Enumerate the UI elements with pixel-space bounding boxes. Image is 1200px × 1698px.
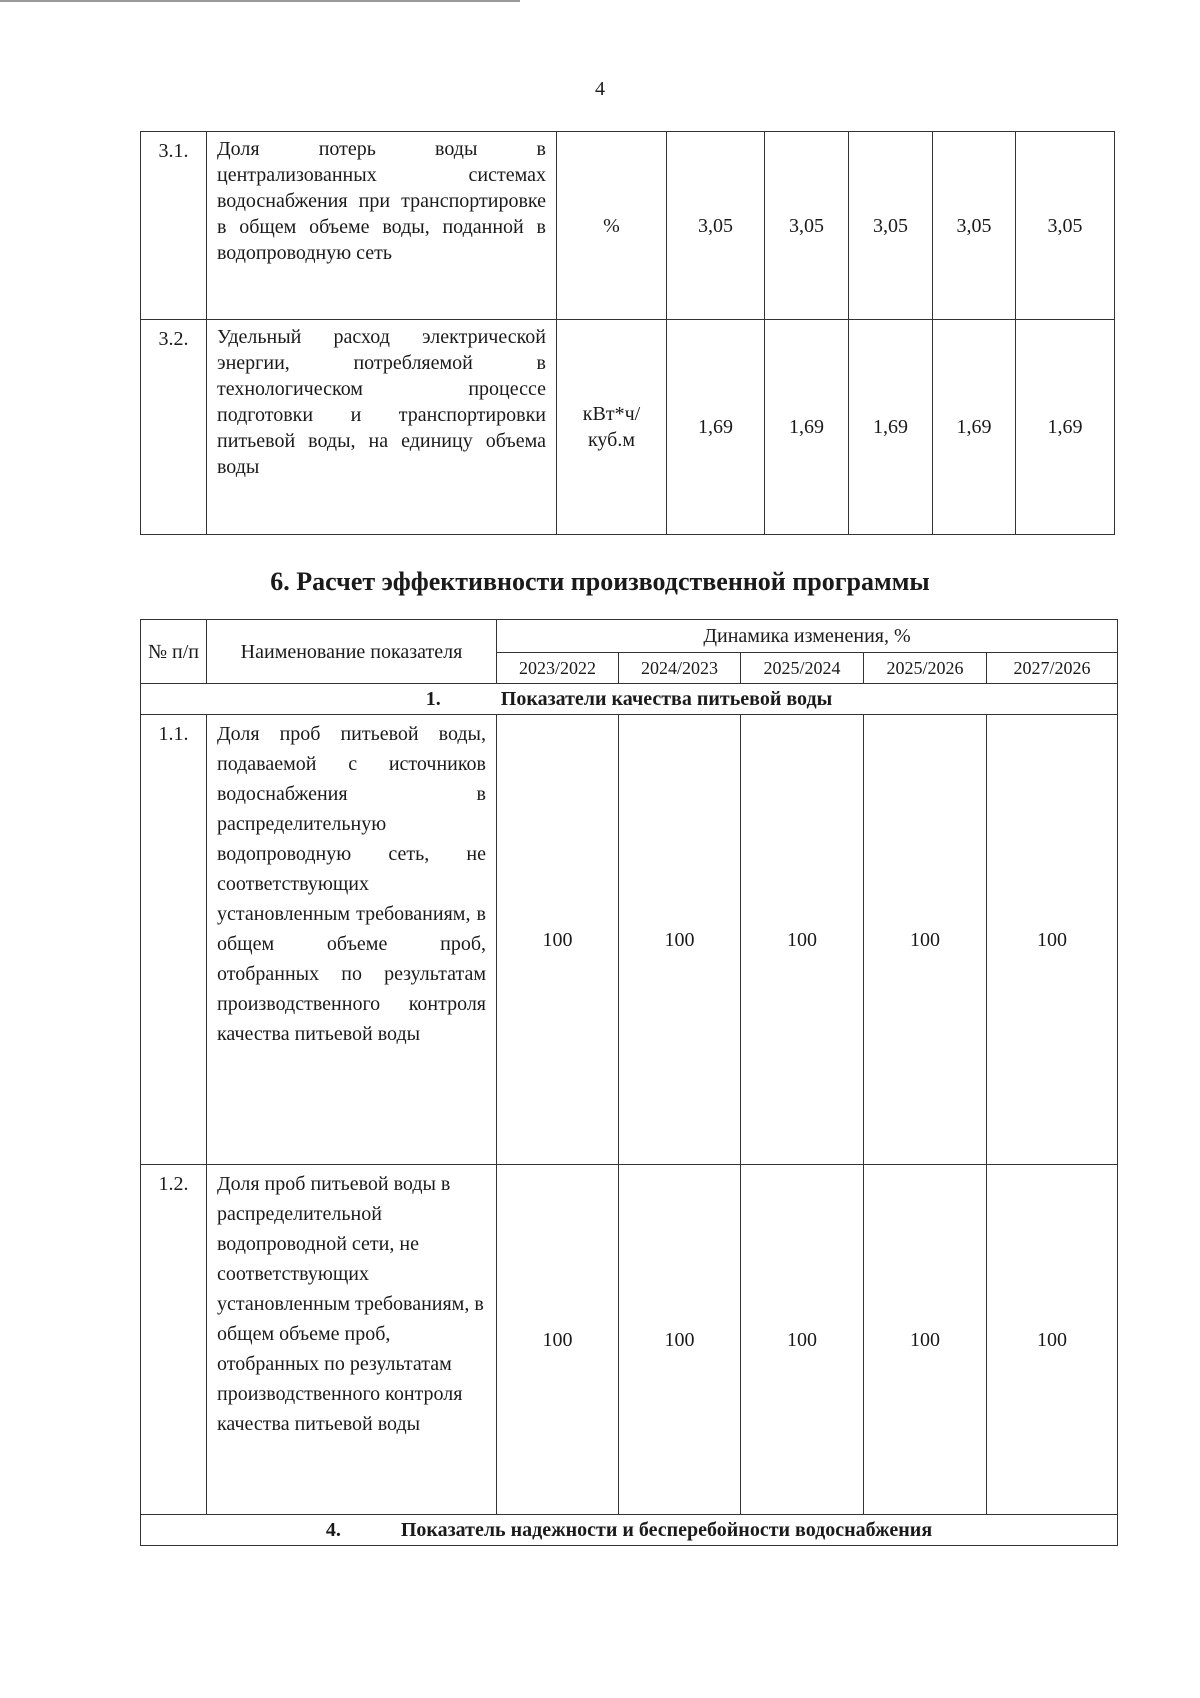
indicator-name: Доля проб питьевой воды, подаваемой с источников водоснабжения в распределительную водопроводную сеть, не соответствующих установленным требованиям, в общем объеме проб, отобранных по результатам производственного контроля качества питьевой воды: [207, 715, 497, 1165]
header-dynamics: Динамика изменения, %: [497, 620, 1118, 653]
header-name: Наименование показателя: [207, 620, 497, 684]
value-cell: 1,69: [667, 320, 765, 535]
section-row: [141, 1515, 1118, 1546]
table-row: [141, 715, 1118, 1165]
value-cell: 1,69: [933, 320, 1016, 535]
section-label: Показатель надежности и бесперебойности водоснабжения: [400, 1519, 933, 1541]
value-cell: 100: [864, 1165, 987, 1515]
section-label: Показатели качества питьевой воды: [500, 688, 833, 710]
value-cell: 100: [497, 715, 619, 1165]
value-cell: 3,05: [765, 132, 849, 320]
header-year: 2027/2026: [987, 653, 1118, 684]
unit-cell: кВт*ч/ куб.м: [557, 320, 667, 535]
value-cell: 3,05: [849, 132, 933, 320]
section-number: 1.: [425, 688, 441, 710]
value-cell: 3,05: [667, 132, 765, 320]
value-cell: 100: [741, 715, 864, 1165]
section-title: 6. Расчет эффективности производственной программы: [270, 567, 930, 596]
value-cell: 100: [864, 715, 987, 1165]
table-row: [141, 132, 1115, 320]
section-heading: [141, 1515, 1118, 1546]
efficiency-table: [140, 619, 1118, 1546]
unit-cell: %: [557, 132, 667, 320]
section-number: 4.: [325, 1519, 341, 1541]
value-cell: 100: [987, 1165, 1118, 1515]
header-row: [141, 620, 1118, 653]
header-year: 2025/2026: [864, 653, 987, 684]
value-cell: 1,69: [849, 320, 933, 535]
value-cell: 1,69: [765, 320, 849, 535]
section-row: [141, 684, 1118, 715]
value-cell: 100: [619, 715, 741, 1165]
page-number: 4: [595, 78, 605, 100]
value-cell: 100: [497, 1165, 619, 1515]
row-number: 3.1.: [141, 132, 207, 320]
value-cell: 1,69: [1016, 320, 1115, 535]
row-number: 1.1.: [141, 715, 207, 1165]
value-cell: 3,05: [933, 132, 1016, 320]
value-cell: 100: [619, 1165, 741, 1515]
header-year: 2023/2022: [497, 653, 619, 684]
table-row: [141, 1165, 1118, 1515]
section-heading: [141, 684, 1118, 715]
indicator-name: Удельный расход электрической энергии, потребляемой в технологическом процессе подготовки и транспортировки питьевой воды, на единицу объема воды: [207, 320, 557, 535]
value-cell: 100: [741, 1165, 864, 1515]
indicator-name: Доля потерь воды в централизованных системах водоснабжения при транспортировке в общем объеме воды, поданной в водопроводную сеть: [207, 132, 557, 320]
indicators-table-continued: [140, 131, 1115, 535]
header-year: 2025/2024: [741, 653, 864, 684]
row-number: 3.2.: [141, 320, 207, 535]
header-year: 2024/2023: [619, 653, 741, 684]
row-number: 1.2.: [141, 1165, 207, 1515]
header-number: № п/п: [141, 620, 207, 684]
scan-edge-line: [0, 0, 520, 2]
value-cell: 3,05: [1016, 132, 1115, 320]
indicator-name: Доля проб питьевой воды в распределительной водопроводной сети, не соответствующих установленным требованиям, в общем объеме проб, отобранных по результатам производственного контроля качества питьевой воды: [207, 1165, 497, 1515]
value-cell: 100: [987, 715, 1118, 1165]
table-row: [141, 320, 1115, 535]
